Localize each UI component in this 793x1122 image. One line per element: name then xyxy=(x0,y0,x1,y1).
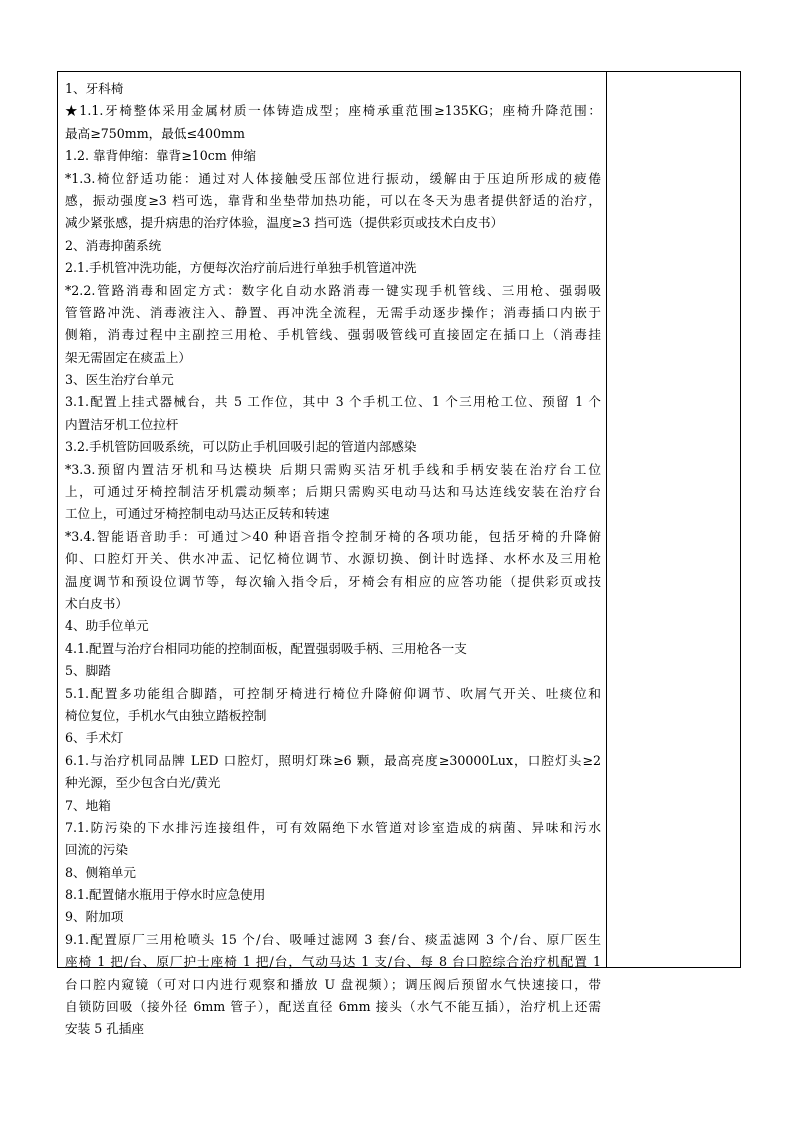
spec-line: ★1.1.牙椅整体采用金属材质一体铸造成型；座椅承重范围≥135KG；座椅升降范围： xyxy=(65,103,601,119)
spec-line: 4.1.配置与治疗台相同功能的控制面板，配置强弱吸手柄、三用枪各一支 xyxy=(65,640,467,656)
spec-line: 2.1.手机管冲洗功能，方便每次治疗前后进行单独手机管道冲洗 xyxy=(65,260,417,276)
spec-table xyxy=(57,71,741,1037)
spec-line: 上，可通过牙椅控制洁牙机震动频率；后期只需购买电动马达和马达连线安装在治疗台 xyxy=(65,484,601,500)
spec-line: 回流的污染 xyxy=(65,842,128,858)
spec-line: 侧箱，消毒过程中主副控三用枪、手机管线、强弱吸管线可直接固定在插口上（消毒挂 xyxy=(65,327,601,343)
spec-line: 座椅 1 把/台、原厂护士座椅 1 把/台，气动马达 1 支/台、每 8 台口腔综合治疗机配置 1 xyxy=(65,954,601,970)
spec-line: 减少紧张感，提升病患的治疗体验，温度≥3 挡可选（提供彩页或技术白皮书） xyxy=(65,215,504,231)
spec-line: 自锁防回吸（接外径 6mm 管子），配送直径 6mm 接头（水气不能互插），治疗机上还需 xyxy=(65,999,601,1015)
spec-line: 3.2.手机管防回吸系统，可以防止手机回吸引起的管道内部感染 xyxy=(65,439,417,455)
spec-line: 6、手术灯 xyxy=(65,730,124,746)
spec-line: 种光源，至少包含白光/黄光 xyxy=(65,775,221,791)
spec-line: *3.4.智能语音助手：可通过＞40 种语音指令控制牙椅的各项功能，包括牙椅的升降俯 xyxy=(65,528,601,544)
spec-line: 椅位复位，手机水气由独立踏板控制 xyxy=(65,707,267,723)
spec-line: 架无需固定在痰盂上） xyxy=(65,349,191,365)
spec-line: 1.2. 靠背伸缩：靠背≥10cm 伸缩 xyxy=(65,148,256,164)
spec-line: 8、侧箱单元 xyxy=(65,864,136,880)
spec-line: 台口腔内窥镜（可对口内进行观察和播放 U 盘视频）；调压阀后预留水气快速接口，带 xyxy=(65,976,601,992)
spec-line: *2.2.管路消毒和固定方式：数字化自动水路消毒一键实现手机管线、三用枪、强弱吸 xyxy=(65,282,601,298)
spec-line: 1、牙科椅 xyxy=(65,81,124,96)
spec-line: 温度调节和预设位调节等，每次输入指令后，牙椅会有相应的应答功能（提供彩页或技 xyxy=(65,573,601,589)
spec-line: 5、脚踏 xyxy=(65,663,111,679)
spec-line: 9.1.配置原厂三用枪喷头 15 个/台、吸唾过滤网 3 套/台、痰盂滤网 3 个/台、原厂医生 xyxy=(65,931,601,947)
spec-line: 最高≥750mm，最低≤400mm xyxy=(65,125,245,141)
spec-content-cell xyxy=(58,72,607,1037)
spec-line: 内置洁牙机工位拉杆 xyxy=(65,416,179,432)
spec-line: 感，振动强度≥3 档可选，靠背和坐垫带加热功能，可以在冬天为患者提供舒适的治疗， xyxy=(65,192,601,208)
spec-line: 术白皮书） xyxy=(65,595,128,611)
spec-line: 9、附加项 xyxy=(65,909,124,925)
spec-line: 7、地箱 xyxy=(65,797,111,813)
spec-line: 3、医生治疗台单元 xyxy=(65,372,174,388)
spec-line: 4、助手位单元 xyxy=(65,618,149,634)
spec-line: *1.3.椅位舒适功能：通过对人体接触受压部位进行振动，缓解由于压迫所形成的疲倦 xyxy=(65,170,601,186)
empty-side-cell xyxy=(607,72,740,967)
spec-line: 5.1.配置多功能组合脚踏，可控制牙椅进行椅位升降俯仰调节、吹屑气开关、吐痰位和 xyxy=(65,685,601,701)
spec-line: 3.1.配置上挂式器械台，共 5 工作位，其中 3 个手机工位、1 个三用枪工位、预留 1 个 xyxy=(65,394,601,410)
spec-line: 6.1.与治疗机同品牌 LED 口腔灯，照明灯珠≥6 颗，最高亮度≥30000Lux，口腔灯头≥2 xyxy=(65,752,601,768)
spec-line: 管管路冲洗、消毒液注入、静置、再冲洗全流程，无需手动逐步操作；消毒插口内嵌于 xyxy=(65,304,601,320)
spec-line: 7.1.防污染的下水排污连接组件，可有效隔绝下水管道对诊室造成的病菌、异味和污水 xyxy=(65,819,601,835)
spec-line: 安装 5 孔插座 xyxy=(65,1021,144,1037)
spec-line: 仰、口腔灯开关、供水冲盂、记忆椅位调节、水源切换、倒计时选择、水杯水及三用枪 xyxy=(65,551,601,567)
spec-line: 2、消毒抑菌系统 xyxy=(65,237,162,253)
spec-line: *3.3.预留内置洁牙机和马达模块 后期只需购买洁牙机手线和手柄安装在治疗台工位 xyxy=(65,461,601,477)
spec-line: 8.1.配置储水瓶用于停水时应急使用 xyxy=(65,887,266,903)
spec-line: 工位上，可通过牙椅控制电动马达正反转和转速 xyxy=(65,506,330,522)
